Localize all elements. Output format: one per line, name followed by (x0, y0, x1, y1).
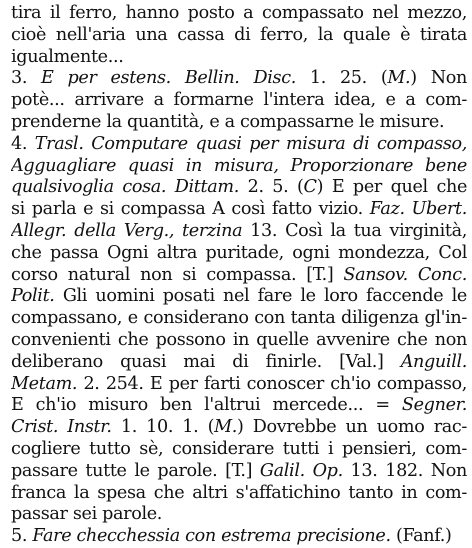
text-segment: cogliere tutto sè, considerare tutti i pensieri, com- (11, 438, 467, 459)
text-line (11, 199, 467, 221)
text-segment: 2. 5. ( (238, 177, 304, 198)
text-line (11, 439, 467, 461)
text-segment: si parla e si compassa A così fatto vizio. (11, 199, 370, 220)
text-segment: che passa Ogni altra puritade, ogni mondezza, Col (11, 242, 467, 263)
text-line (11, 47, 467, 69)
text-line (11, 25, 467, 47)
text-segment: Gli uomini posati nel fare le loro faccende le (54, 286, 467, 307)
italic-text: Trasl. Computare quasi per misura di compasso, (34, 133, 467, 154)
italic-text: Metam. (11, 373, 78, 394)
text-line (11, 352, 467, 374)
text-segment: E ch'io misuro ben l'altrui mercede... = (11, 395, 402, 416)
text-line (11, 417, 467, 439)
text-line (11, 265, 467, 287)
italic-text: M. (214, 417, 238, 438)
italic-text: C (303, 177, 317, 198)
text-segment: cioè nell'aria una cassa di ferro, la quale è tirata (11, 24, 467, 45)
italic-text: Allegr. della Verg., terzina (11, 220, 243, 241)
text-segment: 1. 25. ( (295, 68, 388, 89)
text-segment: potè... arrivare a formarne l'intera idea, e a com- (11, 90, 467, 111)
text-line (11, 483, 467, 505)
text-segment: 13. Così la tua virginità, (242, 220, 467, 241)
text-line (11, 243, 467, 265)
text-line (11, 177, 467, 199)
text-segment: ) E per quel che (316, 177, 467, 198)
text-segment: (Fanf.) (390, 526, 452, 547)
italic-text: M. (387, 68, 411, 89)
text-segment: ) Dovrebbe un uomo rac- (237, 417, 467, 438)
text-segment: 4. (11, 133, 35, 154)
italic-text: E per estens. Bellin. Disc. (41, 68, 296, 89)
italic-text: Anguill. (400, 351, 467, 372)
text-line (11, 134, 467, 156)
text-line (11, 526, 467, 548)
text-line (11, 112, 467, 134)
text-segment: 1. 10. 1. ( (111, 417, 215, 438)
text-line (11, 308, 467, 330)
text-line (11, 395, 467, 417)
text-segment: 13. 182. Non (342, 460, 467, 481)
text-segment: corso natural non si compassa. [T.] (11, 264, 344, 285)
italic-text: Crist. Instr. (11, 417, 112, 438)
text-line (11, 3, 467, 25)
text-line (11, 461, 467, 483)
italic-text: Segner. (401, 395, 467, 416)
text-line (11, 90, 467, 112)
text-segment: compassano, e considerano con tanta diligenza gl'in- (11, 308, 467, 329)
text-segment: passare tutte le parole. [T.] (11, 460, 260, 481)
text-segment: 5. (11, 526, 33, 547)
text-segment: 3. (11, 68, 42, 89)
text-segment: convenienti che possono in quelle avvenire che non (11, 329, 467, 350)
text-segment: tira il ferro, hanno posto a compassato nel mezzo, (11, 3, 467, 23)
text-segment: prenderne la quantità, e a compassarne le misure. (11, 111, 445, 132)
text-segment: igualmente... (11, 46, 124, 67)
italic-text: Galil. Op. (259, 460, 343, 481)
italic-text: Agguagliare quasi in misura, Proporzionare bene (11, 155, 467, 176)
text-segment: passar sei parole. (11, 504, 163, 525)
text-line (11, 221, 467, 243)
italic-text: qualsivoglia cosa. Dittam. (11, 177, 239, 198)
text-line (11, 68, 467, 90)
italic-text: Polit. (11, 286, 55, 307)
italic-text: Fare checchessia con estrema precisione. (32, 526, 391, 547)
text-segment: ) Non (410, 68, 467, 89)
italic-text: Faz. Ubert. (369, 199, 467, 220)
text-line (11, 156, 467, 178)
text-line (11, 504, 467, 526)
text-line (11, 330, 467, 352)
text-segment: 2. 254. E per farti conoscer ch'io compasso, (77, 373, 467, 394)
text-line (11, 286, 467, 308)
text-line (11, 374, 467, 396)
text-segment: deliberano quasi mai di finirle. [Val.] (11, 351, 401, 372)
italic-text: Sansov. Conc. (343, 264, 467, 285)
text-segment: franca la spesa che altri s'affatichino tanto in com- (11, 482, 467, 503)
